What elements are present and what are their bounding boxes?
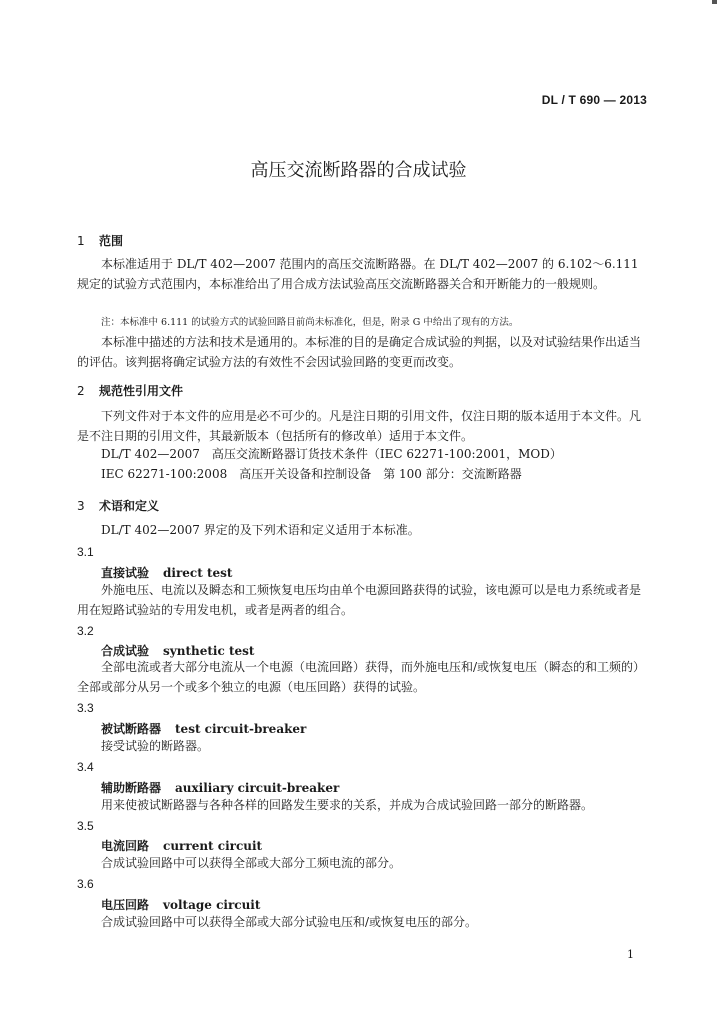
term-number: 3.5 xyxy=(77,819,94,833)
scope-paragraph: 本标准适用于 DL/T 402—2007 范围内的高压交流断路器。在 DL/T 402—2007 的 6.102～6.111 规定的试验方式范围内，本标准给出了用合成方法试验高压交流断路器关合和开断能力的一般规则。 xyxy=(77,257,639,291)
term-zh: 辅助断路器 xyxy=(101,781,162,795)
term-zh: 电流回路 xyxy=(101,839,150,853)
reference-item: IEC 62271-100:2008 高压开关设备和控制设备 第 100 部分：交流断路器 xyxy=(101,467,522,481)
section-number: 1 xyxy=(77,234,85,248)
term-definition: 全部电流或者大部分电流从一个电源（电流回路）获得，而外施电压和/或恢复电压（瞬态的和工频的）全部或部分从另一个或多个独立的电源（电压回路）获得的试验。 xyxy=(77,660,640,694)
term-zh: 直接试验 xyxy=(101,566,150,580)
term-zh: 电压回路 xyxy=(101,898,150,912)
term-heading xyxy=(101,896,260,913)
section-title: 术语和定义 xyxy=(99,499,160,513)
normative-refs-paragraph: 下列文件对于本文件的应用是必不可少的。凡是注日期的引用文件，仅注日期的版本适用于本文件。凡是不注日期的引用文件，其最新版本（包括所有的修改单）适用于本文件。 xyxy=(77,409,642,443)
section-number: 2 xyxy=(77,384,85,398)
term-definition: 接受试验的断路器。 xyxy=(101,739,210,753)
scope-note: 注：本标准中 6.111 的试验方式的试验回路目前尚未标准化，但是，附录 G 中给出了现有的方法。 xyxy=(101,317,519,328)
term-number: 3.4 xyxy=(77,760,94,774)
terms-intro: DL/T 402—2007 界定的及下列术语和定义适用于本标准。 xyxy=(101,523,420,537)
term-en: direct test xyxy=(163,566,233,580)
term-zh: 被试断路器 xyxy=(101,722,162,736)
term-en: synthetic test xyxy=(163,644,255,658)
section-3-heading xyxy=(77,497,159,514)
document-title: 高压交流断路器的合成试验 xyxy=(250,160,467,181)
reference-item: DL/T 402—2007 高压交流断路器订货技术条件（IEC 62271-100:2001，MOD） xyxy=(101,447,562,461)
term-heading xyxy=(101,564,232,581)
term-en: auxiliary circuit-breaker xyxy=(175,781,340,795)
term-definition: 外施电压、电流以及瞬态和工频恢复电压均由单个电源回路获得的试验，该电源可以是电力系统或者是用在短路试验站的专用发电机，或者是两者的组合。 xyxy=(77,583,642,617)
scope-paragraph-2: 本标准中描述的方法和技术是通用的。本标准的目的是确定合成试验的判据，以及对试验结果作出适当的评估。该判据将确定试验方法的有效性不会因试验回路的变更而改变。 xyxy=(77,335,642,369)
term-number: 3.1 xyxy=(77,545,94,559)
term-heading xyxy=(101,779,339,796)
section-1-heading xyxy=(77,232,123,249)
term-en: voltage circuit xyxy=(163,898,261,912)
standard-number: DL / T 690 — 2013 xyxy=(541,93,647,107)
scan-mark xyxy=(712,0,717,4)
term-en: test circuit-breaker xyxy=(175,722,307,736)
term-definition: 用来使被试断路器与各种各样的回路发生要求的关系，并成为合成试验回路一部分的断路器。 xyxy=(101,798,594,812)
term-number: 3.6 xyxy=(77,877,94,891)
term-heading xyxy=(101,837,262,854)
term-heading xyxy=(101,720,306,737)
section-2-heading xyxy=(77,382,183,399)
term-number: 3.2 xyxy=(77,624,94,638)
section-title: 范围 xyxy=(99,234,124,248)
term-number: 3.3 xyxy=(77,701,94,715)
term-en: current circuit xyxy=(163,839,263,853)
section-title: 规范性引用文件 xyxy=(99,384,184,398)
term-definition: 合成试验回路中可以获得全部或大部分工频电流的部分。 xyxy=(101,856,402,870)
section-number: 3 xyxy=(77,499,85,513)
page-number: 1 xyxy=(627,948,634,961)
term-definition: 合成试验回路中可以获得全部或大部分试验电压和/或恢复电压的部分。 xyxy=(101,915,478,929)
term-zh: 合成试验 xyxy=(101,644,150,658)
